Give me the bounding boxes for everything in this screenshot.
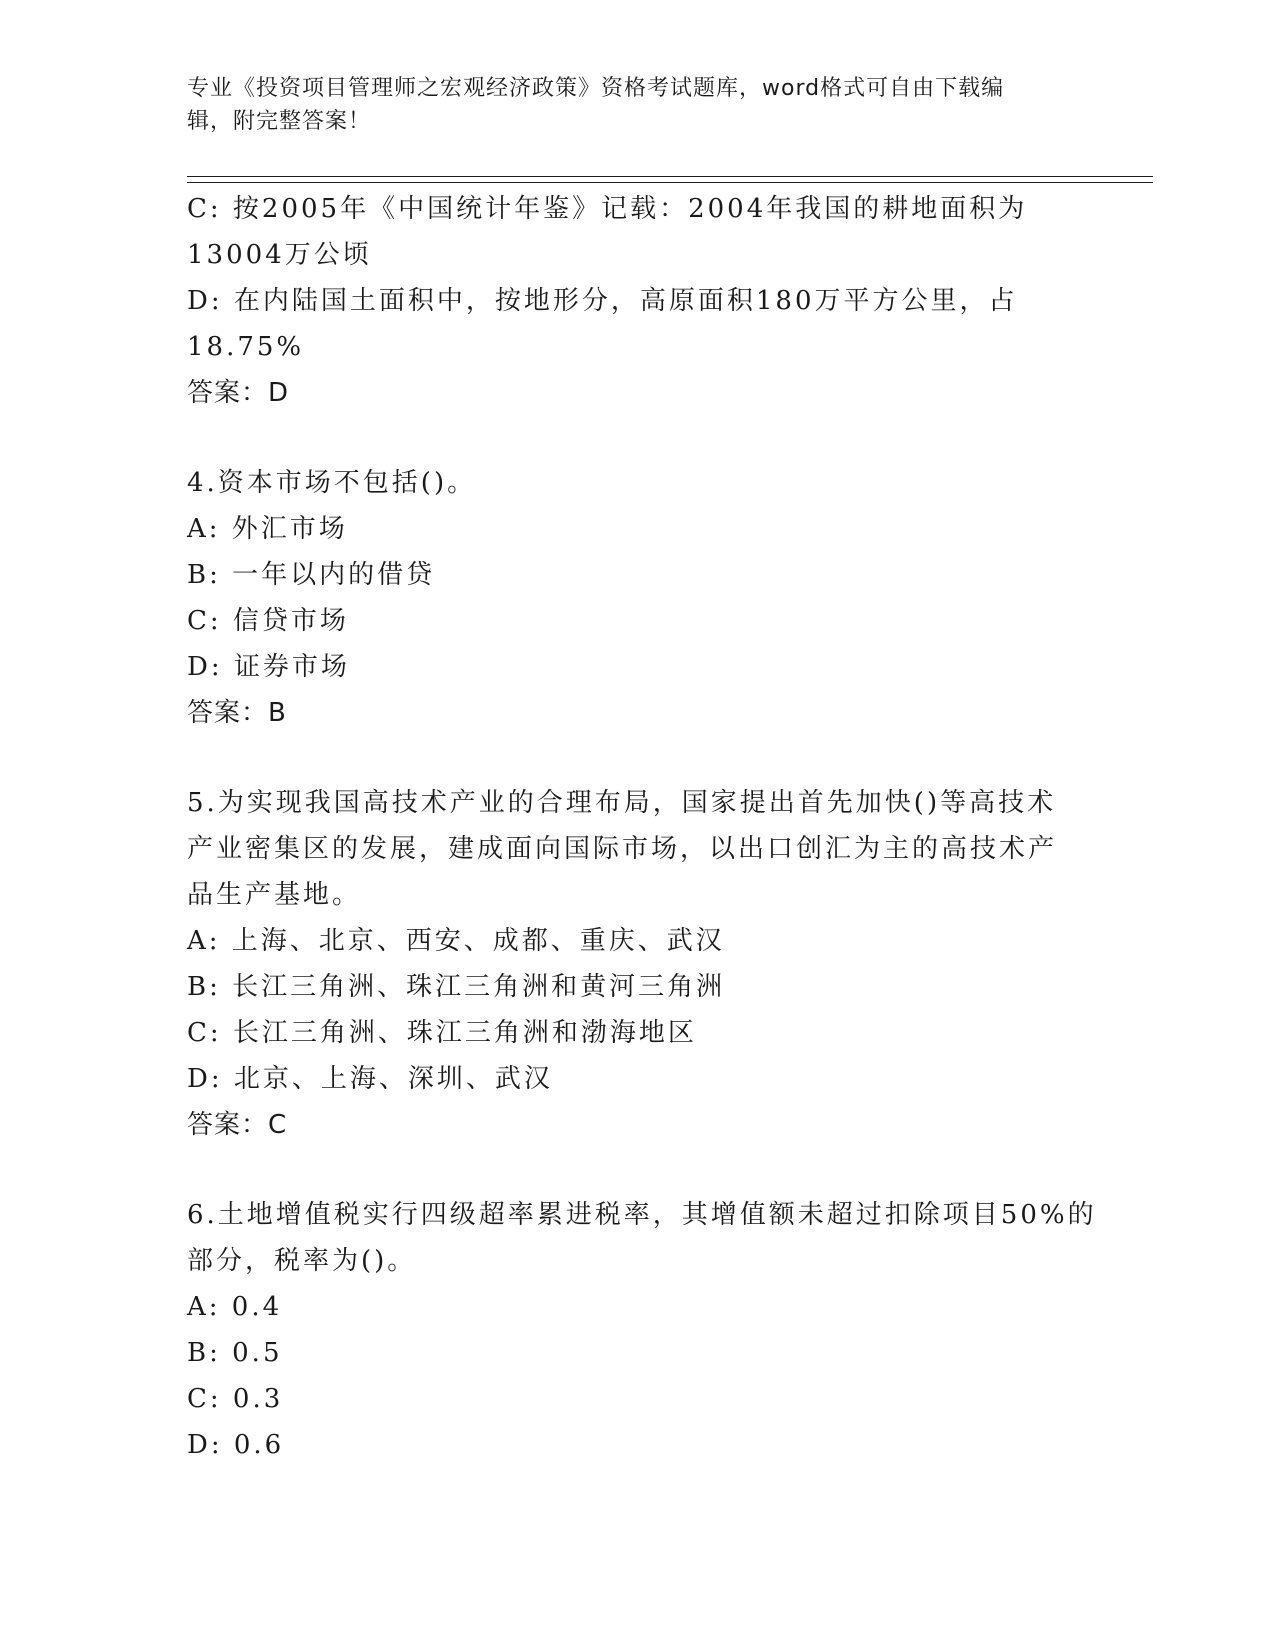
option-a: A: 外汇市场 <box>187 514 348 544</box>
option-d: D: 证券市场 <box>187 652 350 682</box>
question-text-line-3: 品生产基地。 <box>187 880 362 910</box>
header-divider-bottom <box>187 182 1153 183</box>
option-b: B: 长江三角洲、珠江三角洲和黄河三角洲 <box>187 972 726 1002</box>
question-text-line-2: 部分，税率为()。 <box>187 1246 417 1276</box>
question-text-line-1: 6.土地增值税实行四级超率累进税率，其增值额未超过扣除项目50%的 <box>187 1200 1097 1230</box>
option-d: D: 北京、上海、深圳、武汉 <box>187 1064 553 1094</box>
header-line-2: 辑，附完整答案！ <box>187 109 372 134</box>
option-c-line-2: 13004万公顷 <box>187 240 372 270</box>
answer: 答案：C <box>187 1110 288 1140</box>
option-c: C: 信贷市场 <box>187 606 349 636</box>
question-4 <box>187 460 1087 736</box>
option-d-line-2: 18.75% <box>187 332 305 362</box>
header-divider-top <box>187 176 1153 177</box>
document-body <box>187 186 1097 1468</box>
question-3-tail <box>187 186 1087 416</box>
question-text-line-2: 产业密集区的发展，建成面向国际市场，以出口创汇为主的高技术产 <box>187 834 1058 864</box>
option-c: C: 长江三角洲、珠江三角洲和渤海地区 <box>187 1018 697 1048</box>
option-c: C: 0.3 <box>187 1384 284 1414</box>
answer: 答案：B <box>187 698 287 728</box>
option-d: D: 0.6 <box>187 1430 285 1460</box>
option-b: B: 一年以内的借贷 <box>187 560 436 590</box>
option-b: B: 0.5 <box>187 1338 283 1368</box>
header-line-1: 专业《投资项目管理师之宏观经济政策》资格考试题库，word格式可自由下载编 <box>187 76 1005 101</box>
option-a: A: 上海、北京、西安、成都、重庆、武汉 <box>187 926 725 956</box>
answer: 答案：D <box>187 378 290 408</box>
question-6 <box>187 1192 1097 1468</box>
document-header <box>187 72 1067 138</box>
question-5 <box>187 780 1087 1148</box>
option-d-line-1: D: 在内陆国土面积中，按地形分，高原面积180万平方公里，占 <box>187 286 1018 316</box>
question-text: 4.资本市场不包括()。 <box>187 468 477 498</box>
question-text-line-1: 5.为实现我国高技术产业的合理布局，国家提出首先加快()等高技术 <box>187 788 1057 818</box>
option-c-line-1: C: 按2005年《中国统计年鉴》记载：2004年我国的耕地面积为 <box>187 194 1028 224</box>
option-a: A: 0.4 <box>187 1292 283 1322</box>
